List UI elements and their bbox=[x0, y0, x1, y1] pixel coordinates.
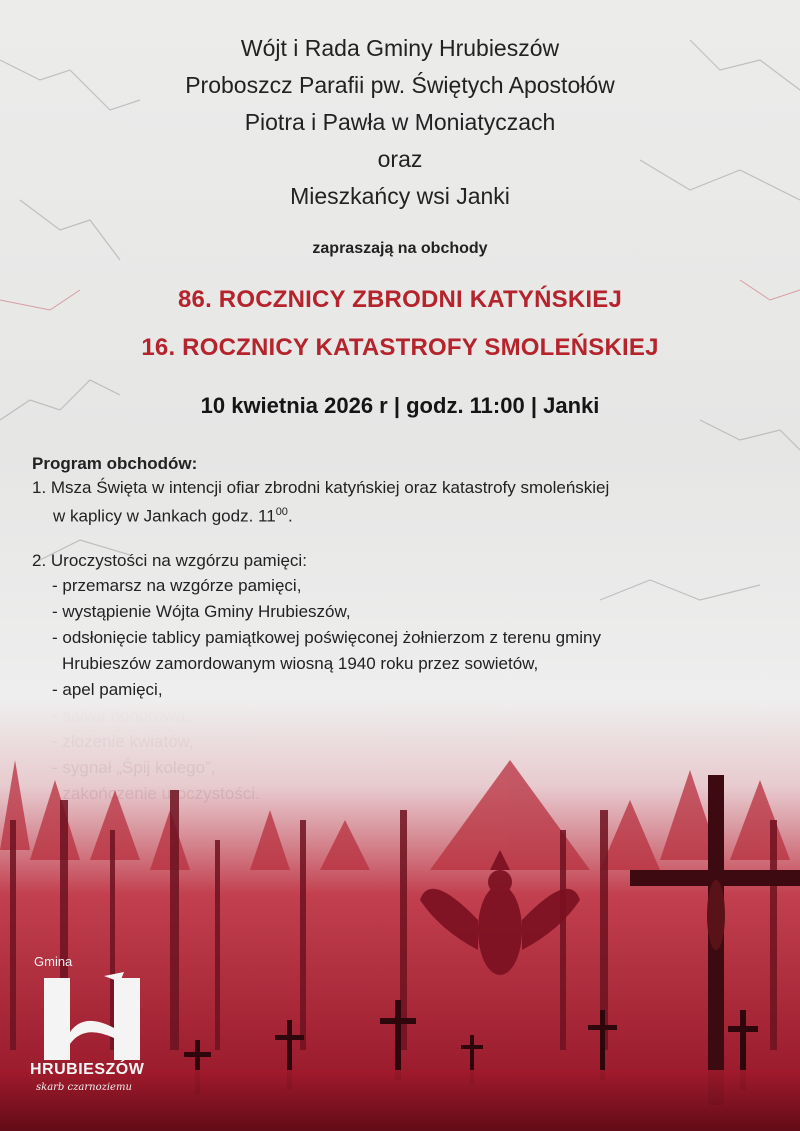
program-item-1-line-2: w kaplicy w Jankach godz. 11 bbox=[53, 506, 276, 526]
gmina-logo bbox=[30, 950, 160, 1100]
program-subitem: - przemarsz na wzgórze pamięci, bbox=[52, 575, 302, 595]
header-line-2: Proboszcz Parafii pw. Świętych Apostołów bbox=[185, 72, 615, 98]
program-subitem: - wystąpienie Wójta Gminy Hrubieszów, bbox=[52, 601, 351, 621]
program-subitem: - apel pamięci, bbox=[52, 679, 163, 699]
program-subitem-continued: Hrubieszów zamordowanym wiosną 1940 roku przez sowietów, bbox=[62, 653, 539, 673]
logo-name: HRUBIESZÓW bbox=[30, 1061, 145, 1078]
logo-gmina-text: Gmina bbox=[34, 954, 73, 969]
date-time-place: 10 kwietnia 2026 r | godz. 11:00 | Janki bbox=[200, 393, 600, 418]
program-heading: Program obchodów: bbox=[32, 454, 198, 473]
logo-mark-icon bbox=[44, 972, 144, 1060]
program-item-2: 2. Uroczystości na wzgórzu pamięci: bbox=[32, 550, 307, 570]
program-item-1-end: . bbox=[287, 506, 293, 526]
invite-text: zapraszają na obchody bbox=[312, 240, 488, 257]
program-item-1: 1. Msza Święta w intencji ofiar zbrodni katyńskiej oraz katastrofy smoleńskiej bbox=[32, 478, 610, 497]
program-subitem: - odsłonięcie tablicy pamiątkowej poświęconej żołnierzom z terenu gminy bbox=[52, 627, 601, 647]
time-superscript: 00 bbox=[275, 506, 288, 518]
header-line-1: Wójt i Rada Gminy Hrubieszów bbox=[240, 35, 560, 61]
header-line-5: Mieszkańcy wsi Janki bbox=[290, 183, 510, 209]
organizers-header bbox=[0, 30, 800, 215]
logo-motto: skarb czarnoziemu bbox=[36, 1082, 132, 1093]
header-line-3: Piotra i Pawła w Moniatyczach bbox=[244, 109, 556, 135]
title-katyn: 86. ROCZNICY ZBRODNI KATYŃSKIEJ bbox=[177, 286, 623, 313]
program-item-1-continued bbox=[32, 500, 772, 529]
header-line-4: oraz bbox=[377, 146, 423, 172]
title-smolensk: 16. ROCZNICY KATASTROFY SMOLEŃSKIEJ bbox=[141, 334, 659, 361]
